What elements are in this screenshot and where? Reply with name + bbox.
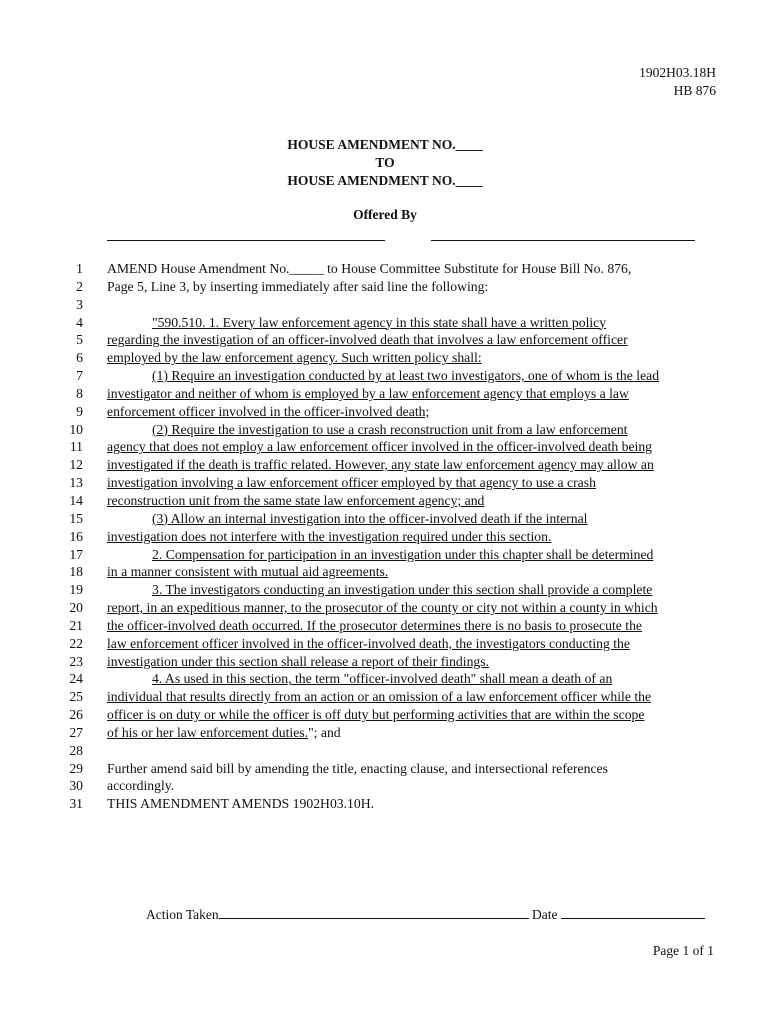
- line-text: [107, 385, 629, 403]
- inserted-text: (1) Require an investigation conducted by at least two investigators, one of whom is the lead: [152, 368, 660, 384]
- document-line: [0, 456, 770, 474]
- line-number: 13: [69, 475, 83, 491]
- document-line: [0, 296, 770, 314]
- line-text: [107, 688, 651, 706]
- document-line: [0, 349, 770, 367]
- line-text: [152, 367, 659, 385]
- line-number: 27: [69, 724, 83, 740]
- line-number: 15: [69, 510, 83, 526]
- document-line: [0, 563, 770, 581]
- line-text: [152, 546, 653, 564]
- line-text: [152, 581, 652, 599]
- document-line: [0, 421, 770, 439]
- line-content: Page 5, Line 3, by inserting immediately after said line the following:: [107, 278, 489, 294]
- document-line: [0, 617, 770, 635]
- line-number: 20: [69, 600, 83, 616]
- line-number: 14: [69, 492, 83, 508]
- line-number: 26: [69, 707, 83, 723]
- line-number: 25: [69, 689, 83, 705]
- document-line: [0, 670, 770, 688]
- line-text: [107, 474, 596, 492]
- line-text: [107, 492, 484, 510]
- line-content: THIS AMENDMENT AMENDS 1902H03.10H.: [107, 796, 375, 812]
- line-number: 11: [69, 439, 83, 455]
- document-line: [0, 492, 770, 510]
- line-number: 16: [69, 528, 83, 544]
- document-line: [0, 403, 770, 421]
- document-line: [0, 635, 770, 653]
- document-line: [0, 653, 770, 671]
- inserted-text: the officer-involved death occurred. If the prosecutor determines there is no basis to prosecute the: [107, 617, 642, 633]
- line-text: [107, 795, 374, 813]
- document-line: [0, 795, 770, 813]
- inserted-text: of his or her law enforcement duties.: [107, 724, 309, 740]
- document-line: [0, 546, 770, 564]
- line-number: 2: [76, 278, 83, 294]
- document-line: [0, 367, 770, 385]
- inserted-text: report, in an expeditious manner, to the prosecutor of the county or city not within a county in which: [107, 600, 658, 616]
- inserted-text: investigation does not interfere with the investigation required under this section.: [107, 528, 552, 544]
- line-text: [107, 706, 644, 724]
- inserted-text: investigation involving a law enforcement officer employed by that agency to use a crash: [107, 475, 596, 491]
- line-number: 28: [69, 742, 83, 758]
- line-text: [152, 314, 606, 332]
- document-line: [0, 528, 770, 546]
- document-line: [0, 706, 770, 724]
- line-number: 18: [69, 564, 83, 580]
- offered-by-label: Offered By: [353, 207, 417, 222]
- line-text: [107, 349, 482, 367]
- line-text: [107, 260, 631, 278]
- document-line: [0, 474, 770, 492]
- inserted-text: agency that does not employ a law enforcement officer involved in the officer-involved death being: [107, 439, 653, 455]
- line-text: [107, 777, 174, 795]
- line-number: 23: [69, 653, 83, 669]
- document-line: [0, 581, 770, 599]
- inserted-text: enforcement officer involved in the officer-involved death;: [107, 403, 430, 419]
- line-number: 19: [69, 582, 83, 598]
- line-text: [152, 510, 587, 528]
- line-text: [107, 278, 488, 296]
- document-line: [0, 742, 770, 760]
- line-number: 30: [69, 778, 83, 794]
- line-text: [107, 438, 652, 456]
- inserted-text: individual that results directly from an action or an omission of a law enforcement officer while the: [107, 689, 652, 705]
- line-number: 8: [76, 385, 83, 401]
- document-line: [0, 724, 770, 742]
- line-text: [107, 403, 429, 421]
- document-line: [0, 331, 770, 349]
- line-tail-text: "; and: [308, 724, 341, 740]
- date-blank: [561, 906, 705, 919]
- line-text: [107, 635, 630, 653]
- document-id-block: [639, 64, 716, 100]
- line-number: 17: [69, 546, 83, 562]
- sponsor-signature-line-left: [107, 240, 385, 241]
- title-line-2: TO: [375, 155, 395, 170]
- document-line: [0, 438, 770, 456]
- line-number: 5: [76, 332, 83, 348]
- line-number: 4: [76, 314, 83, 330]
- line-number: 21: [69, 617, 83, 633]
- amendment-title: [0, 136, 770, 190]
- line-content: Further amend said bill by amending the title, enacting clause, and intersectional references: [107, 760, 608, 776]
- inserted-text: in a manner consistent with mutual aid agreements.: [107, 564, 389, 580]
- inserted-text: (2) Require the investigation to use a crash reconstruction unit from a law enforcement: [152, 421, 628, 437]
- document-id: 1902H03.18H: [639, 65, 716, 80]
- line-text: [107, 724, 341, 742]
- document-line: [0, 599, 770, 617]
- title-line-3: HOUSE AMENDMENT NO.____: [287, 173, 483, 188]
- line-text: [107, 563, 388, 581]
- inserted-text: officer is on duty or while the officer is off duty but performing activities that are within the scope: [107, 707, 645, 723]
- line-content: accordingly.: [107, 778, 175, 794]
- page-number: Page 1 of 1: [652, 943, 714, 958]
- inserted-text: "590.510. 1. Every law enforcement agency in this state shall have a written policy: [152, 314, 607, 330]
- line-number: 7: [76, 368, 83, 384]
- document-line: [0, 260, 770, 278]
- document-line: [0, 688, 770, 706]
- line-number: 3: [76, 296, 83, 312]
- line-text: [107, 653, 489, 671]
- title-line-1: HOUSE AMENDMENT NO.____: [287, 137, 483, 152]
- inserted-text: law enforcement officer involved in the officer-involved death, the investigators conducting the: [107, 635, 630, 651]
- line-number: 6: [76, 350, 83, 366]
- line-number: 10: [69, 421, 83, 437]
- line-text: [107, 528, 551, 546]
- line-text: [107, 456, 654, 474]
- line-text: [107, 617, 642, 635]
- document-line: [0, 510, 770, 528]
- line-number: 29: [69, 760, 83, 776]
- inserted-text: investigator and neither of whom is employed by a law enforcement agency that employs a law: [107, 385, 629, 401]
- numbered-lines: [0, 260, 770, 813]
- inserted-text: reconstruction unit from the same state law enforcement agency; and: [107, 492, 485, 508]
- inserted-text: 3. The investigators conducting an investigation under this section shall provide a complete: [152, 582, 653, 598]
- action-taken-label: Action Taken: [146, 907, 219, 922]
- line-number: 9: [76, 403, 83, 419]
- line-text: [107, 331, 628, 349]
- inserted-text: regarding the investigation of an officer-involved death that involves a law enforcement officer: [107, 332, 628, 348]
- line-number: 22: [69, 635, 83, 651]
- action-taken-blank: [219, 906, 529, 919]
- line-text: [107, 760, 608, 778]
- line-text: [107, 599, 658, 617]
- document-line: [0, 314, 770, 332]
- line-content: AMEND House Amendment No._____ to House Committee Substitute for House Bill No. 876,: [107, 261, 632, 276]
- line-text: [152, 670, 612, 688]
- line-number: 24: [69, 671, 83, 687]
- bill-number: HB 876: [673, 83, 716, 98]
- inserted-text: investigation under this section shall release a report of their findings.: [107, 653, 490, 669]
- document-line: [0, 760, 770, 778]
- line-text: [152, 421, 627, 439]
- inserted-text: (3) Allow an internal investigation into the officer-involved death if the internal: [152, 510, 588, 526]
- document-line: [0, 777, 770, 795]
- line-number: 31: [69, 796, 83, 812]
- inserted-text: investigated if the death is traffic related. However, any state law enforcement agency may allow an: [107, 457, 654, 473]
- sponsor-signature-line-right: [431, 240, 695, 241]
- document-line: [0, 278, 770, 296]
- line-number: 1: [76, 261, 83, 276]
- document-line: [0, 385, 770, 403]
- action-taken-row: [146, 906, 705, 923]
- date-label: Date: [532, 907, 558, 922]
- inserted-text: employed by the law enforcement agency. Such written policy shall:: [107, 350, 482, 366]
- inserted-text: 2. Compensation for participation in an investigation under this chapter shall be determined: [152, 546, 654, 562]
- line-number: 12: [69, 457, 83, 473]
- inserted-text: 4. As used in this section, the term "officer-involved death" shall mean a death of an: [152, 671, 613, 687]
